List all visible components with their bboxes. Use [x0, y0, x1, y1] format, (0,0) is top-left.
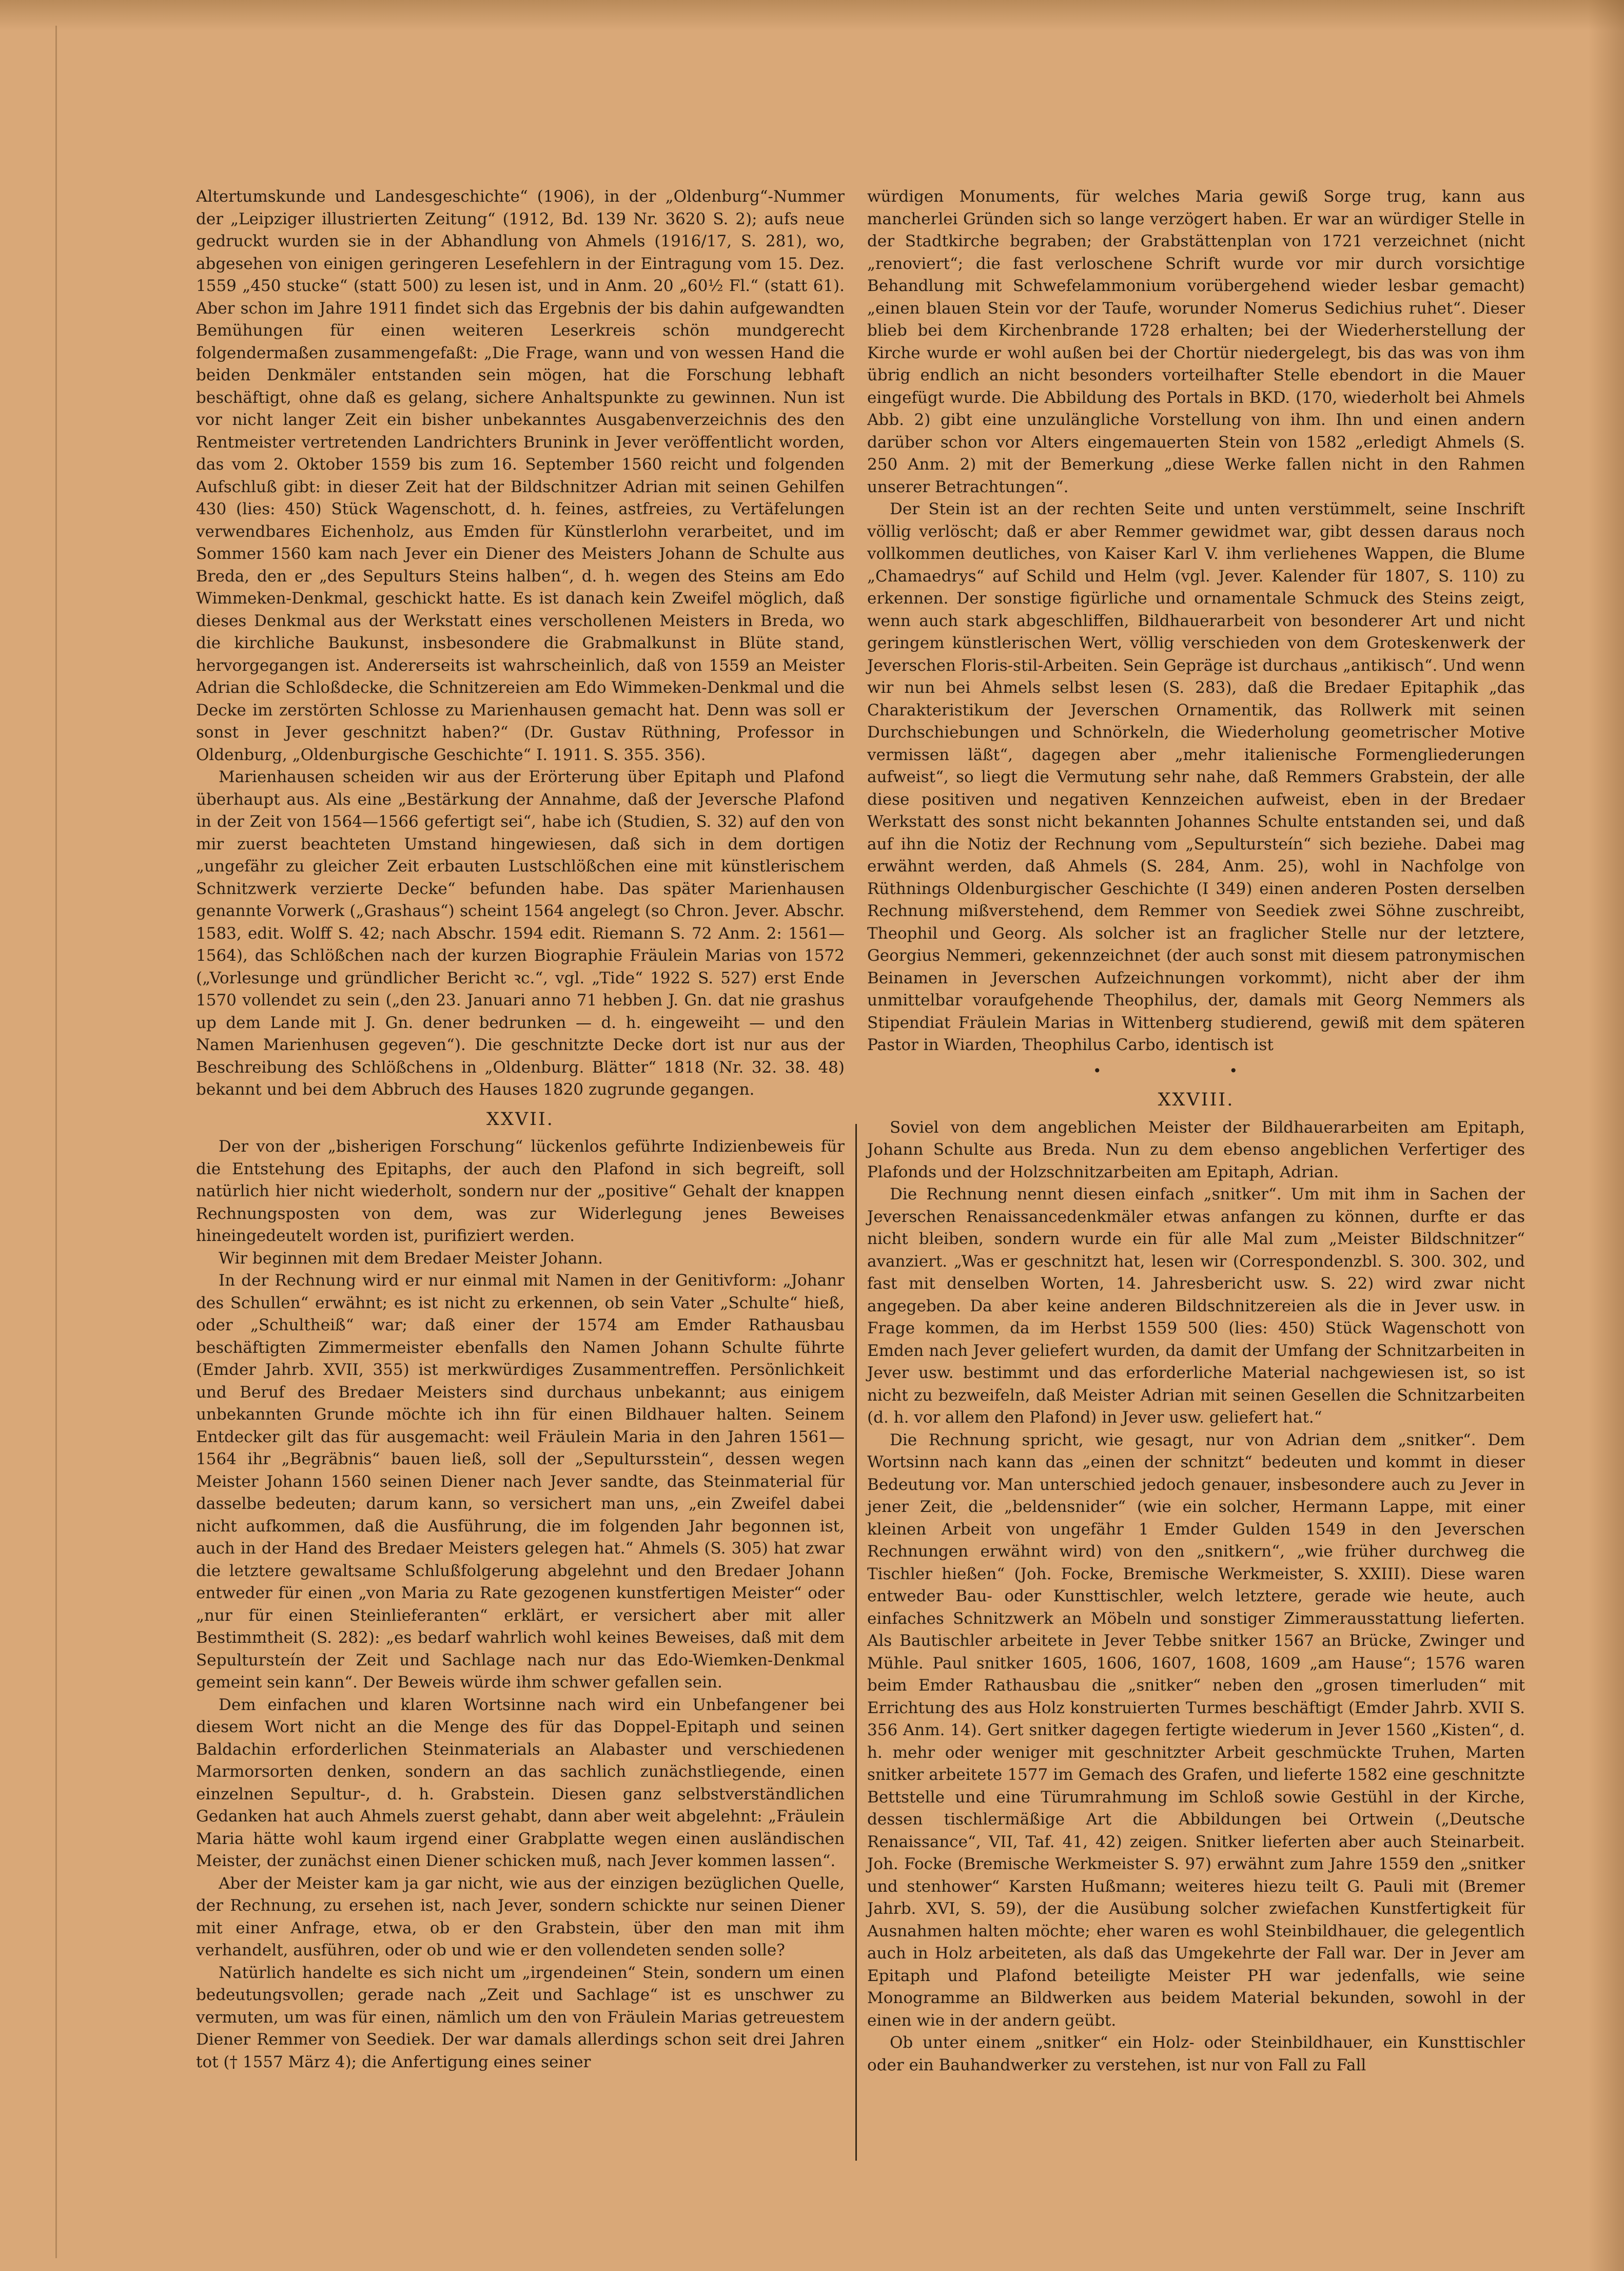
paragraph: Altertumskunde und Landesgeschichte“ (1906), in der „Oldenburg“-Nummer der „Leipziger illustrierten Zeitung“ (1912, Bd. 139 Nr. 3620 S. 2); aufs neue gedruckt wurden sie in der Abhandlung von Ahmels (1916/17, S. 281), wo, abgesehen von einigen geringeren Lesefehlern in der Eintragung vom 15. Dez. 1559 „450 stucke“ (statt 500) zu lesen ist, und in Anm. 20 „60½ Fl.“ (statt 61). Aber schon im Jahre 1911 findet sich das Ergebnis der bis dahin aufgewandten Bemühungen für einen weiteren Leserkreis schön mundgerecht folgendermaßen zusammengefaßt: „Die Frage, wann und von wessen Hand die beiden Denkmäler entstanden sein mögen, hat die Forschung lebhaft beschäftigt, ohne daß es gelang, sichere Anhaltspunkte zu gewinnen. Nun ist vor nicht langer Zeit ein bisher unbekanntes Ausgabenverzeichnis des den Rentmeister vertretenden Landrichters Brunink in Jever veröffentlicht worden, das vom 2. Oktober 1559 bis zum 16. September 1560 reicht und folgenden Aufschluß gibt: in dieser Zeit hat der Bildschnitzer Adrian mit seinen Gehilfen 430 (lies: 450) Stück Wagenschott, d. h. feines, astfreies, zu Vertäfelungen verwendbares Eichenholz, aus Emden für Künstlerlohn verarbeitet, und im Sommer 1560 kam nach Jever ein Diener des Meisters Johann de Schulte aus Breda, den er „des Sepulturs Steins halben“, d. h. wegen des Steins am Edo Wimmeken-Denkmal, geschickt hatte. Es ist danach kein Zweifel möglich, daß dieses Denkmal aus der Werkstatt eines verschollenen Meisters in Breda, wo die kirchliche Baukunst, insbesondere die Grabmalkunst in Blüte stand, hervorgegangen ist. Andererseits ist wahrscheinlich, daß von 1559 an Meister Adrian die Schloßdecke, die Schnitzereien am Edo Wimmeken-Denkmal und die Decke im zerstörten Schlosse zu Marienhausen gemacht hat. Denn was soll er sonst in Jever geschnitzt haben?“ (Dr. Gustav Rüthning, Professor in Oldenburg, „Oldenburgische Geschichte“ I. 1911. S. 355. 356). — [196, 187, 845, 764]
paper-top-edge — [0, 0, 1624, 31]
paragraph: Soviel von dem angeblichen Meister der Bildhauerarbeiten am Epitaph, Johann Schulte aus Breda. Nun zu dem ebenso angeblichen Verfertiger des Plafonds und der Holzschnitzarbeiten am Epitaph, Adrian. — [867, 1118, 1525, 1181]
section-heading-xxviii: XXVIII. — [1158, 1090, 1235, 1110]
paper-fold-line — [55, 26, 57, 2258]
right-column — [867, 186, 1525, 2076]
paragraph: Ob unter einem „snitker“ ein Holz- oder Steinbildhauer, ein Kunsttischler oder ein Bauhandwerker zu verstehen, ist nur von Fall zu Fall — [867, 2033, 1525, 2074]
paragraph: Aber der Meister kam ja gar nicht, wie aus der einzigen bezüglichen Quelle, der Rechnung, zu ersehen ist, nach Jever, sondern schickte nur seinen Diener mit einer Anfrage, etwa, ob er den Grabstein, über den man mit ihm verhandelt, ausführen, oder ob und wie er den vollendeten senden solle? — [196, 1874, 845, 1959]
column-divider — [855, 1124, 857, 2161]
section-ornament: • • — [1093, 1062, 1299, 1079]
paragraph: Der von der „bisherigen Forschung“ lückenlos geführte Indizienbeweis für die Entstehung des Epitaphs, der auch den Plafond in sich begreift, soll natürlich hier nicht wiederholt, sondern nur der „positive“ Gehalt der knappen Rechnungsposten von dem, was zur Widerlegung jenes Beweises hineingedeutelt worden ist, purifiziert werden. — [196, 1137, 845, 1245]
paragraph: würdigen Monuments, für welches Maria gewiß Sorge trug, kann aus mancherlei Gründen sich so lange verzögert haben. Er war an würdiger Stelle in der Stadtkirche begraben; der Grabstättenplan von 1721 verzeichnet (nicht „renoviert“; die fast verloschene Schrift wurde vor mir durch vorsichtige Behandlung mit Schwefelammonium vorübergehend wieder lesbar gemacht) „einen blauen Stein vor der Taufe, worunder Nomerus Sedichius ruhet“. Dieser blieb bei dem Kirchenbrande 1728 erhalten; bei der Wiederherstellung der Kirche wurde er wohl außen bei der Chortür niedergelegt, bis das was von ihm übrig endlich an nicht besonders vorteilhafter Stelle ebendort in die Mauer eingefügt wurde. Die Abbildung des Portals in BKD. (170, wiederholt bei Ahmels Abb. 2) gibt eine unzulängliche Vorstellung von ihm. Ihn und einen andern darüber schon vor Alters eingemauerten Stein von 1582 „erledigt Ahmels (S. 250 Anm. 2) mit der Bemerkung „diese Werke fallen nicht in den Rahmen unserer Betrachtungen“. — [867, 187, 1525, 496]
paragraph: Die Rechnung nennt diesen einfach „snitker“. Um mit ihm in Sachen der Jeverschen Renaissancedenkmäler etwas anfangen zu können, durfte er das nicht bleiben, sondern wurde ein für alle Mal zum „Meister Bildschnitzer“ avanziert. „Was er geschnitzt hat, lesen wir (Correspondenzbl. S. 300. 302, und fast mit denselben Worten, 14. Jahresbericht usw. S. 22) wird zwar nicht angegeben. Da aber keine anderen Bildschnitzereien als die in Jever usw. in Frage kommen, da im Herbst 1559 500 (lies: 450) Stück Wagenschott von Emden nach Jever geliefert wurden, da damit der Umfang der Schnitzarbeiten in Jever usw. bestimmt und das erforderliche Material nachgewiesen ist, so ist nicht zu bezweifeln, daß Meister Adrian mit seinen Gesellen die Schnitzarbeiten (d. h. vor allem den Plafond) in Jever usw. geliefert hat.“ — [867, 1185, 1525, 1427]
paragraph: Marienhausen scheiden wir aus der Erörterung über Epitaph und Plafond überhaupt aus. Als eine „Bestärkung der Annahme, daß der Jeversche Plafond in der Zeit von 1564—1566 gefertigt sei“, habe ich (Studien, S. 32) auf den von mir zuerst beachteten Umstand hingewiesen, daß sich in dem dortigen „ungefähr zu gleicher Zeit erbauten Lustschlößchen eine mit künstlerischem Schnitzwerk verzierte Decke“ befunden habe. Das später Marienhausen genannte Vorwerk („Grashaus“) scheint 1564 angelegt (so Chron. Jever. Abschr. 1583, edit. Wolff S. 42; nach Abschr. 1594 edit. Riemann S. 72 Anm. 2: 1561—1564), das Schlößchen nach der kurzen Biographie Fräulein Marias von 1572 („Vorlesunge und gründlicher Bericht ꝛc.“, vgl. „Tide“ 1922 S. 527) erst Ende 1570 vollendet zu sein („den 23. Januari anno 71 hebben J. Gn. dat nie grashus up dem Lande mit J. Gn. dener bedrunken — d. h. eingeweiht — und den Namen Marienhusen gegeven“). Die geschnitzte Decke dort ist nur aus der Beschreibung des Schlößchens in „Oldenburg. Blätter“ 1818 (Nr. 32. 38. 48) bekannt und bei dem Abbruch des Hauses 1820 zugrunde gegangen. — [196, 768, 845, 1099]
paragraph: Die Rechnung spricht, wie gesagt, nur von Adrian dem „snitker“. Dem Wortsinn nach kann das „einen der schnitzt“ bedeuten und kommt in dieser Bedeutung vor. Man unterschied jedoch genauer, insbesondere auch zu Jever in jener Zeit, die „beldensnider“ (wie ein solcher, Hermann Lappe, mit einer kleinen Arbeit von ungefähr 1 Emder Gulden 1549 in den Jeverschen Rechnungen erwähnt wird) von den „snitkern“, „wie früher durchweg die Tischler hießen“ (Joh. Focke, Bremische Werkmeister, S. XXIII). Diese waren entweder Bau- oder Kunsttischler, welch letztere, gerade wie heute, auch einfaches Schnitzwerk an Möbeln und sonstiger Zimmerausstattung lieferten. Als Bautischler arbeitete in Jever Tebbe snitker 1567 an Brücke, Zwinger und Mühle. Paul snitker 1605, 1606, 1607, 1608, 1609 „am Hause“; 1576 waren beim Emder Rathausbau die „snitker“ neben den „grosen timerluden“ mit Errichtung des aus Holz konstruierten Turmes beschäftigt (Emder Jahrb. XVII S. 356 Anm. 14). Gert snitker dagegen fertigte wiederum in Jever 1560 „Kisten“, d. h. mehr oder weniger mit geschnitzter Arbeit geschmückte Truhen, Marten snitker arbeitete 1577 im Gemach des Grafen, und lieferte 1582 eine geschnitzte Bettstelle und eine Türumrahmung im Schloß sowie Gestühl in der Kirche, dessen tischlermäßige Art die Abbildungen bei Ortwein („Deutsche Renaissance“, VII, Taf. 41, 42) zeigen. Snitker lieferten aber auch Steinarbeit. Joh. Focke (Bremische Werkmeister S. 97) erwähnt zum Jahre 1559 den „snitker und stenhower“ Karsten Hußmann; weiteres hiezu teilt G. Pauli mit (Bremer Jahrb. XVI, S. 59), der die Ausübung solcher zwiefachen Kunstfertigkeit für Ausnahmen halten möchte; eher waren es wohl Steinbildhauer, die gelegentlich auch in Holz arbeiteten, als daß das Umgekehrte der Fall war. Der in Jever am Epitaph und Plafond beteiligte Meister PH war jedenfalls, wie seine Monogramme an Bildwerken aus beidem Material bekunden, sowohl in der einen wie in der andern geübt. — [867, 1430, 1525, 2030]
paragraph: In der Rechnung wird er nur einmal mit Namen in der Genitivform: „Johanr des Schullen“ erwähnt; es ist nicht zu erkennen, ob sein Vater „Schulte“ hieß, oder „Schultheiß“ war; daß einer der 1574 am Emder Rathausbau beschäftigten Zimmermeister ebenfalls den Namen Johann Schulte führte (Emder Jahrb. XVII, 355) ist merkwürdiges Zusammentreffen. Persönlichkeit und Beruf des Bredaer Meisters sind durchaus unbekannt; aus einigem unbekannten Grunde möchte ich ihn für einen Bildhauer halten. Seinem Entdecker gilt das für ausgemacht: weil Fräulein Maria in den Jahren 1561—1564 ihr „Begräbnis“ bauen ließ, soll der „Sepultursstein“, dessen wegen Meister Johann 1560 seinen Diener nach Jever sandte, das Steinmaterial für dasselbe bedeuten; darum kann, so versichert man uns, „ein Zweifel dabei nicht aufkommen, daß die Ausführung, die im folgenden Jahr begonnen ist, auch in der Hand des Bredaer Meisters gelegen hat.“ Ahmels (S. 305) hat zwar die letztere gewaltsame Schlußfolgerung abgelehnt und den Bredaer Johann entweder für einen „von Maria zu Rate gezogenen kunstfertigen Meister“ oder „nur für einen Steinlieferanten“ erklärt, er versichert aber mit aller Bestimmtheit (S. 282): „es bedarf wahrlich wohl keines Beweises, daß mit dem Sepultursteín der Zeit und Sachlage nach nur das Edo-Wiemken-Denkmal gemeint sein kann“. Der Beweis würde ihm schwer gefallen sein. — [196, 1271, 845, 1692]
paragraph: Der Stein ist an der rechten Seite und unten verstümmelt, seine Inschrift völlig verlöscht; daß er aber Remmer gewidmet war, gibt dessen daraus noch vollkommen deutliches, von Kaiser Karl V. ihm verliehenes Wappen, die Blume „Chamaedrys“ auf Schild und Helm (vgl. Jever. Kalender für 1807, S. 110) zu erkennen. Der sonstige figürliche und ornamentale Schmuck des Steins zeigt, wenn auch stark abgeschliffen, Bildhauerarbeit von besonderer Art und nicht geringem künstlerischen Wert, völlig verschieden von dem Groteskenwerk der Jeverschen Floris-stil-Arbeiten. Sein Gepräge ist durchaus „antikisch“. Und wenn wir nun bei Ahmels selbst lesen (S. 283), daß die Bredaer Epitaphik „das Charakteristikum der Jeverschen Ornamentik, das Rollwerk mit seinen Durchschiebungen und Schnörkeln, die Wiederholung geometrischer Motive vermissen läßt“, dagegen aber „mehr italienische Formengliederungen aufweist“, so liegt die Vermutung sehr nahe, daß Remmers Grabstein, der alle diese positiven und negativen Kennzeichen aufweist, eben in der Bredaer Werkstatt des sonst nicht bekannten Johannes Schulte entstanden sei, und daß auf ihn die Notiz der Rechnung vom „Sepultursteín“ sich beziehe. Dabei mag erwähnt werden, daß Ahmels (S. 284, Anm. 25), wohl in Nachfolge von Rüthnings Oldenburgischer Geschichte (I 349) einen anderen Posten derselben Rechnung mißverstehend, dem Remmer von Seediek zwei Söhne zuschreibt, Theophil und Georg. Als solcher ist an fraglicher Stelle nur der letztere, Georgius Nemmeri, gekennzeichnet (der auch sonst mit diesem patronymischen Beinamen in Jeverschen Aufzeichnungen vorkommt), nicht aber der ihm unmittelbar voraufgehende Theophilus, der, damals mit Georg Nemmers als Stipendiat Fräulein Marias in Wittenberg studierend, gewiß mit dem späteren Pastor in Wiarden, Theophilus Carbo, identisch ist — [867, 500, 1525, 1054]
paragraph: Natürlich handelte es sich nicht um „irgendeinen“ Stein, sondern um einen bedeutungsvollen; gerade nach „Zeit und Sachlage“ ist es unschwer zu vermuten, um was für einen, nämlich um den von Fräulein Marias getreuestem Diener Remmer von Seediek. Der war damals allerdings schon seit drei Jahren tot († 1557 März 4); die Anfertigung eines seiner — [196, 1963, 845, 2071]
left-column — [196, 186, 845, 2073]
paragraph: Dem einfachen und klaren Wortsinne nach wird ein Unbefangener bei diesem Wort nicht an die Menge des für das Doppel-Epitaph und seinen Baldachin erforderlichen Steinmaterials an Alabaster und verschiedenen Marmorsorten denken, sondern an das sachlich zunächstliegende, einen einzelnen Sepultur-, d. h. Grabstein. Diesen ganz selbstverständlichen Gedanken hat auch Ahmels zuerst gehabt, dann aber weit abgelehnt: „Fräulein Maria hätte wohl kaum irgend einer Grabplatte wegen einen ausländischen Meister, der zunächst einen Diener schicken muß, nach Jever kommen lassen“. — [196, 1695, 845, 1870]
paragraph: Wir beginnen mit dem Bredaer Meister Johann. — [219, 1249, 603, 1268]
section-heading-xxvii: XXVII. — [486, 1109, 554, 1130]
